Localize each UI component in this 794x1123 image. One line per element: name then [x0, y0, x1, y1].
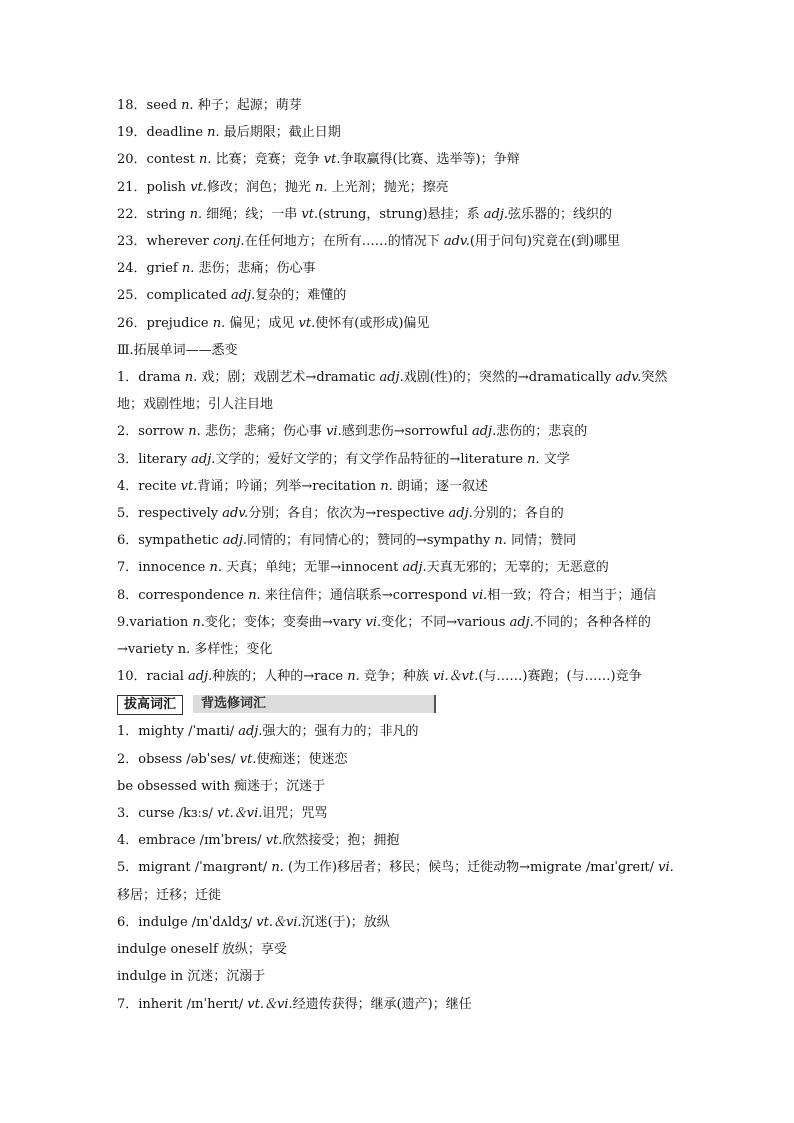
- entry-text: 使怀有(或形成)偏见: [315, 315, 430, 331]
- entry-text: 变化；变体；变奏曲→vary: [204, 614, 366, 630]
- entry-text: 21．polish: [117, 179, 191, 195]
- entry-text: 细绳；线；一串: [202, 206, 302, 222]
- entry-text: 23．wherever: [117, 234, 214, 250]
- word-entry: [117, 854, 682, 908]
- part-of-speech: conj.: [213, 234, 245, 250]
- part-of-speech: vt.＆vi.: [256, 914, 302, 930]
- word-entry: [117, 146, 682, 173]
- entry-text: be obsessed with 痴迷于；沉迷于: [117, 778, 326, 794]
- part-of-speech: n.: [181, 261, 195, 277]
- entry-text: 欣然接受；抱；拥抱: [282, 833, 400, 849]
- entry-text: (strung，strung)悬挂；系: [318, 206, 484, 222]
- section-title-extended-words: Ⅲ.拓展单词——悉变: [117, 342, 238, 358]
- part-of-speech: vi.: [365, 614, 382, 630]
- entry-text: 25．complicated: [117, 288, 232, 304]
- part-of-speech: vt.: [190, 179, 207, 195]
- entry-text: 强大的；强有力的；非凡的: [262, 724, 419, 740]
- entry-text: 同情的；有同情心的；赞同的→sympathy: [247, 533, 495, 549]
- word-entry: [117, 418, 682, 445]
- part-of-speech: n.: [189, 206, 203, 222]
- entry-text: 文学的；爱好文学的；有文学作品特征的→literature: [215, 451, 528, 467]
- word-entry: [117, 773, 682, 800]
- part-of-speech: adj.: [231, 288, 256, 304]
- entry-text: 10．racial: [117, 669, 188, 685]
- entry-text: 突然地；戏剧性地；引人注目地: [117, 370, 668, 413]
- document-body: [117, 92, 682, 1018]
- word-entry: [117, 500, 682, 527]
- word-list-extended: [117, 364, 682, 690]
- entry-text: 偏见；成见: [225, 315, 299, 331]
- entry-text: 上光剂；抛光；擦亮: [327, 179, 449, 195]
- part-of-speech: n.: [184, 370, 198, 386]
- word-entry: [117, 718, 682, 745]
- entry-text: 8．correspondence: [117, 587, 249, 603]
- word-entry: [117, 936, 682, 963]
- part-of-speech: adj.: [509, 614, 534, 630]
- entry-text: 24．grief: [117, 261, 182, 277]
- part-of-speech: vt.: [239, 751, 257, 767]
- part-of-speech: n.: [181, 98, 194, 113]
- entry-text: 相一致；符合；相当于；通信: [487, 587, 657, 603]
- part-of-speech: adj.: [238, 724, 263, 740]
- entry-text: 22．string: [117, 206, 190, 222]
- entry-text: 不同的；各种各样的→variety n. 多样性；变化: [117, 614, 651, 658]
- part-of-speech: n.: [347, 669, 360, 685]
- entry-text: (为工作)移居者；移民；候鸟；迁徙动物→migrate /maɪˈɡreɪt/: [283, 860, 659, 876]
- entry-text: 背诵；吟诵；列举→recitation: [197, 478, 381, 494]
- entry-text: 9.variation: [117, 614, 193, 630]
- entry-text: 复杂的；难懂的: [255, 288, 347, 304]
- entry-text: indulge in 沉迷；沉溺于: [117, 969, 266, 985]
- entry-text: 比赛；竞赛；竞争: [211, 152, 324, 168]
- part-of-speech: n.: [494, 533, 507, 549]
- part-of-speech: adv.: [443, 234, 470, 250]
- entry-text: 种族的；人种的→race: [212, 669, 348, 685]
- part-of-speech: vt.: [323, 152, 341, 168]
- entry-text: 18．seed: [117, 98, 182, 113]
- part-of-speech: n.: [315, 179, 328, 195]
- entry-text: 修改；润色；抛光: [206, 179, 316, 195]
- word-entry: [117, 554, 682, 581]
- entry-text: 同情；赞同: [506, 533, 577, 549]
- entry-text: 5．respectively: [117, 506, 223, 522]
- entry-text: 悲伤；悲痛；伤心事: [200, 424, 327, 440]
- entry-text: 悲伤；悲痛；伤心事: [194, 261, 316, 277]
- part-of-speech: adj.: [188, 669, 213, 685]
- part-of-speech: adj.: [471, 424, 497, 440]
- word-entry: [117, 746, 682, 773]
- entry-text: 文学: [539, 451, 570, 467]
- part-of-speech: vt.＆vi.: [247, 996, 293, 1012]
- word-entry: [117, 663, 682, 690]
- entry-text: 戏；剧；戏剧艺术→dramatic: [197, 370, 380, 386]
- word-entry: [117, 800, 682, 827]
- entry-text: 弦乐器的；线织的: [508, 206, 613, 222]
- word-entry: [117, 582, 682, 609]
- entry-text: 1．mighty /ˈmaɪti/: [117, 724, 239, 740]
- entry-text: 在任何地方；在所有……的情况下: [244, 234, 444, 250]
- advanced-vocab-banner: [117, 695, 682, 715]
- part-of-speech: vt.: [180, 478, 198, 494]
- entry-text: (与……)赛跑；(与……)竞争: [478, 669, 642, 685]
- word-entry: [117, 827, 682, 854]
- entry-text: 悲伤的；悲哀的: [496, 424, 588, 440]
- entry-text: 戏剧(性)的；突然的→dramatically: [403, 370, 616, 386]
- part-of-speech: adj.: [448, 506, 473, 522]
- part-of-speech: adv.: [222, 506, 249, 522]
- entry-text: 使痴迷；使迷恋: [256, 751, 348, 767]
- part-of-speech: n.: [212, 315, 226, 331]
- part-of-speech: vi.: [658, 860, 674, 876]
- entry-text: 2．sorrow: [117, 424, 189, 440]
- entry-text: 4．embrace /ɪmˈbreɪs/: [117, 833, 266, 849]
- entry-text: 26．prejudice: [117, 315, 213, 331]
- entry-text: 种子；起源；萌芽: [193, 98, 302, 113]
- entry-text: 1．drama: [117, 370, 185, 386]
- part-of-speech: adj.: [483, 206, 509, 222]
- entry-text: 6．indulge /ɪnˈdʌldʒ/: [117, 914, 257, 930]
- part-of-speech: n.: [198, 152, 212, 168]
- entry-text: 竞争；种族: [359, 669, 433, 685]
- entry-text: 来往信件；通信联系→correspond: [260, 587, 472, 603]
- entry-text: 天真；单纯；无罪→innocent: [221, 560, 403, 576]
- entry-text: 5．migrant /ˈmaɪɡrənt/: [117, 860, 272, 876]
- entry-text: 分别；各自；依次为→respective: [248, 506, 449, 522]
- word-entry: [117, 255, 682, 282]
- entry-text: 诅咒；咒骂: [262, 806, 328, 822]
- entry-text: 4．recite: [117, 478, 181, 494]
- entry-text: 最后期限；截止日期: [219, 125, 341, 141]
- word-entry: [117, 609, 682, 663]
- part-of-speech: vi.＆vt.: [433, 669, 479, 685]
- word-entry: [117, 527, 682, 554]
- part-of-speech: n.: [188, 424, 201, 440]
- entry-text: indulge oneself 放纵；享受: [117, 942, 287, 958]
- part-of-speech: n.: [380, 478, 393, 494]
- entry-text: 20．contest: [117, 152, 199, 168]
- entry-text: 3．literary: [117, 451, 192, 467]
- entry-text: 天真无邪的；无辜的；无恶意的: [426, 560, 609, 576]
- word-entry: [117, 119, 682, 146]
- entry-text: 3．curse /kɜːs/: [117, 806, 218, 822]
- word-entry: [117, 446, 682, 473]
- word-entry: [117, 310, 682, 337]
- entry-text: 感到悲伤→sorrowful: [341, 424, 472, 440]
- entry-text: 移居；迁移；迁徙: [117, 887, 222, 903]
- banner-bar: 背选修词汇: [193, 695, 436, 713]
- entry-text: 19．deadline: [117, 125, 208, 141]
- part-of-speech: n.: [209, 560, 222, 576]
- part-of-speech: adj.: [222, 533, 248, 549]
- part-of-speech: adj.: [379, 370, 404, 386]
- part-of-speech: vi.: [326, 424, 342, 440]
- word-list-advanced: [117, 718, 682, 1017]
- entry-text: 变化；不同→various: [381, 614, 510, 630]
- part-of-speech: adj.: [402, 560, 427, 576]
- entry-text: 争取赢得(比赛、选举等)；争辩: [340, 152, 520, 168]
- word-entry: [117, 282, 682, 309]
- word-entry: [117, 364, 682, 418]
- part-of-speech: n.: [192, 614, 205, 630]
- word-entry: [117, 174, 682, 201]
- entry-text: 6．sympathetic: [117, 533, 223, 549]
- part-of-speech: adj.: [191, 451, 216, 467]
- entry-text: 沉迷(于)；放纵: [301, 914, 390, 930]
- entry-text: 7．innocence: [117, 560, 210, 576]
- part-of-speech: vt.＆vi.: [217, 806, 263, 822]
- part-of-speech: adv.: [615, 370, 642, 386]
- entry-text: 7．inherit /ɪnˈherɪt/: [117, 996, 248, 1012]
- part-of-speech: vt.: [265, 833, 283, 849]
- part-of-speech: vt.: [298, 315, 316, 331]
- entry-text: 朗诵；逐一叙述: [392, 478, 488, 494]
- word-entry: [117, 963, 682, 990]
- part-of-speech: n.: [207, 125, 220, 141]
- entry-text: 2．obsess /əbˈses/: [117, 751, 240, 767]
- part-of-speech: n.: [248, 587, 261, 603]
- word-entry: [117, 201, 682, 228]
- word-entry: [117, 991, 682, 1018]
- word-entry: [117, 473, 682, 500]
- entry-text: 分别的；各自的: [472, 506, 564, 522]
- word-entry: [117, 909, 682, 936]
- part-of-speech: vi.: [471, 587, 488, 603]
- entry-text: (用于问句)究竟在(到)哪里: [469, 234, 621, 250]
- entry-text: 经遗传获得；继承(遗产)；继任: [292, 996, 472, 1012]
- part-of-speech: vt.: [301, 206, 319, 222]
- part-of-speech: n.: [271, 860, 284, 876]
- word-list-continued: [117, 92, 682, 337]
- part-of-speech: n.: [527, 451, 540, 467]
- banner-tag: 拔高词汇: [117, 695, 183, 715]
- word-entry: [117, 228, 682, 255]
- word-entry: [117, 92, 682, 119]
